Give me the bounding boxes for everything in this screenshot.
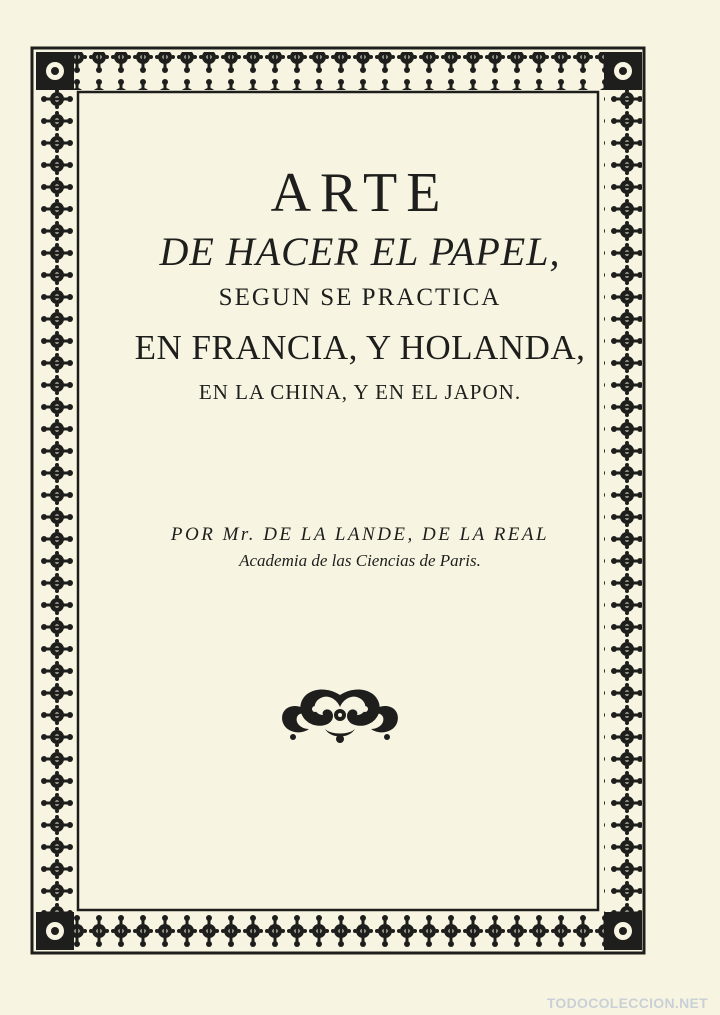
- watermark-text: TODOCOLECCION.NET: [546, 995, 708, 1011]
- title-de-hacer-el-papel: DE HACER EL PAPEL,: [159, 229, 561, 274]
- author-line: POR Mr. DE LA LANDE, DE LA REAL: [170, 524, 550, 545]
- subtitle-china-japon: EN LA CHINA, Y EN EL JAPON.: [198, 380, 522, 404]
- fleuron-ornament-icon: [275, 685, 405, 747]
- subtitle-segun: SEGUN SE PRACTICA: [218, 284, 502, 311]
- subtitle-francia-holanda: EN FRANCIA, Y HOLANDA,: [134, 328, 586, 367]
- author-affiliation: Academia de las Ciencias de Paris.: [239, 551, 481, 570]
- title-arte: ARTE: [270, 162, 450, 224]
